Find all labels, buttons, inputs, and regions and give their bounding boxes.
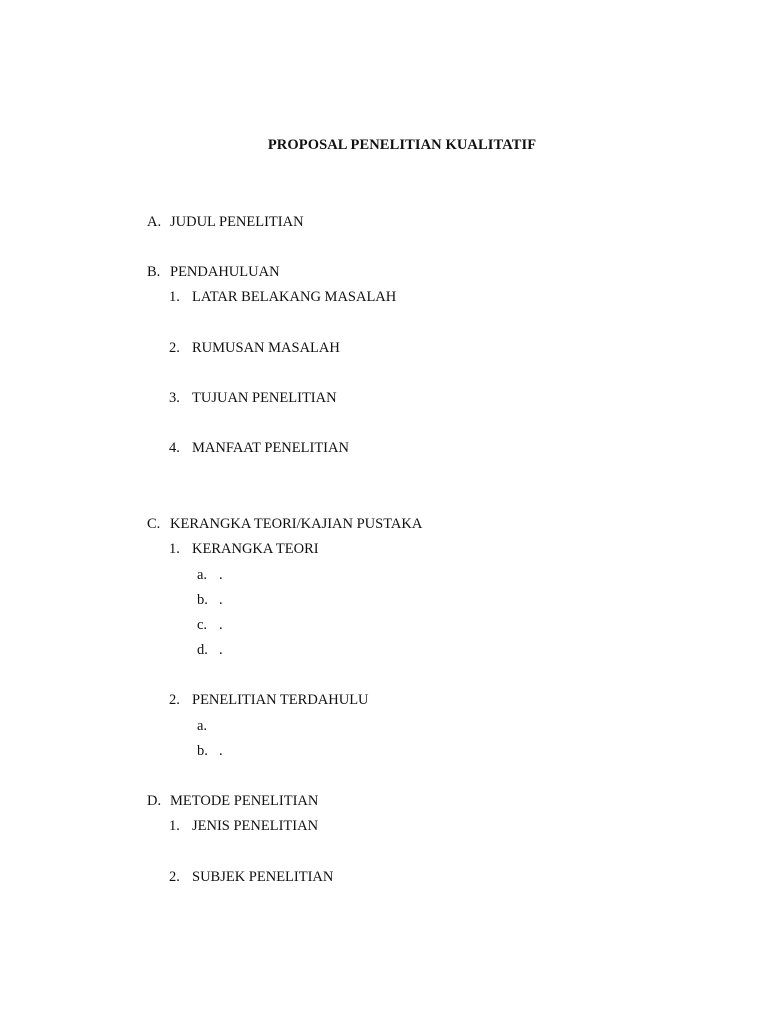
item-text: JENIS PENELITIAN	[192, 818, 319, 834]
sub-item-letter: a.	[197, 718, 208, 734]
sub-item-text: .	[219, 567, 223, 583]
item-text: SUBJEK PENELITIAN	[192, 869, 334, 885]
section-heading: PENDAHULUAN	[170, 264, 280, 280]
document-title: PROPOSAL PENELITIAN KUALITATIF	[267, 137, 537, 153]
item-number: 2.	[169, 692, 180, 708]
section-marker: D.	[147, 793, 162, 809]
sub-item-text: .	[219, 743, 223, 759]
item-number: 1.	[169, 541, 180, 557]
item-number: 1.	[169, 289, 180, 305]
item-text: MANFAAT PENELITIAN	[192, 440, 349, 456]
sub-item-text: .	[219, 592, 223, 608]
item-text: RUMUSAN MASALAH	[192, 340, 340, 356]
item-text: TUJUAN PENELITIAN	[192, 390, 337, 406]
item-number: 2.	[169, 869, 180, 885]
item-text: KERANGKA TEORI	[192, 541, 319, 557]
section-marker: A.	[147, 214, 162, 230]
section-marker: C.	[147, 516, 161, 532]
item-number: 1.	[169, 818, 180, 834]
item-number: 4.	[169, 440, 180, 456]
sub-item-letter: d.	[197, 642, 208, 658]
sub-item-letter: b.	[197, 743, 208, 759]
section-marker: B.	[147, 264, 161, 280]
section-heading: METODE PENELITIAN	[170, 793, 319, 809]
item-number: 2.	[169, 340, 180, 356]
sub-item-letter: b.	[197, 592, 208, 608]
sub-item-letter: c.	[197, 617, 208, 633]
section-heading: JUDUL PENELITIAN	[170, 214, 304, 230]
sub-item-text: .	[219, 617, 223, 633]
sub-item-text: .	[219, 642, 223, 658]
item-number: 3.	[169, 390, 180, 406]
section-heading: KERANGKA TEORI/KAJIAN PUSTAKA	[170, 516, 423, 532]
sub-item-letter: a.	[197, 567, 208, 583]
item-text: LATAR BELAKANG MASALAH	[192, 289, 397, 305]
item-text: PENELITIAN TERDAHULU	[192, 692, 369, 708]
